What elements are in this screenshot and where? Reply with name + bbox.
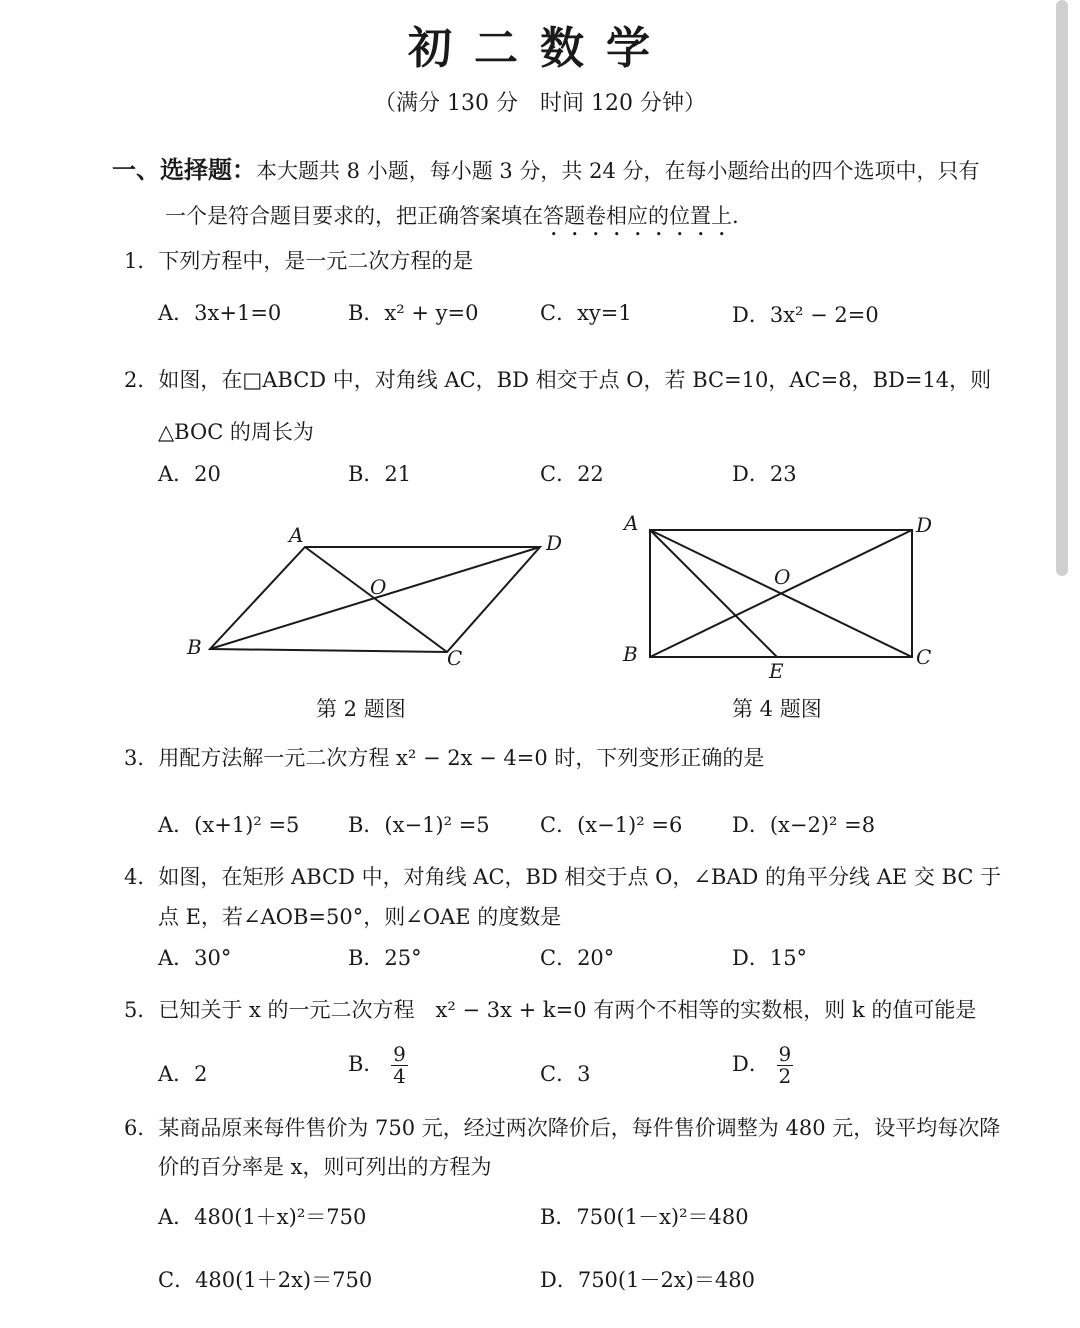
section-desc-part: 一个是符合题目要求的，把正确答案填在 xyxy=(165,204,543,228)
q1-option-a: A．3x+1=0 xyxy=(158,301,282,325)
q4-option-d: D．15° xyxy=(732,946,808,970)
q6-option-a: A．480(1＋x)²＝750 xyxy=(158,1205,367,1229)
fig2-label-b: B xyxy=(187,635,202,659)
figure-4-caption: 第 4 题图 xyxy=(732,697,822,721)
question-2-stem-cont: △BOC 的周长为 xyxy=(158,420,314,444)
fraction-denominator: 2 xyxy=(778,1064,792,1088)
question-1-stem: 1．下列方程中，是一元二次方程的是 xyxy=(124,249,474,273)
q1-option-b: B．x² + y=0 xyxy=(348,301,479,325)
q2-option-d: D．23 xyxy=(732,462,797,486)
fig4-label-c: C xyxy=(916,645,932,669)
fig4-label-e: E xyxy=(769,659,784,683)
q5-option-d-label: D． xyxy=(732,1052,770,1076)
q5-option-a: A．2 xyxy=(158,1062,208,1086)
bisector-ae xyxy=(650,530,777,657)
q5-option-c: C．3 xyxy=(540,1062,591,1086)
q5-option-b-label: B． xyxy=(348,1052,385,1076)
figure-2-caption: 第 2 题图 xyxy=(316,697,406,721)
question-2-stem: 2．如图，在□ABCD 中，对角线 AC，BD 相交于点 O，若 BC=10，AC=8，BD=14，则 xyxy=(124,368,992,392)
fig4-label-a: A xyxy=(624,511,639,535)
question-4-stem: 4．如图，在矩形 ABCD 中，对角线 AC，BD 相交于点 O，∠BAD 的角平分线 AE 交 BC 于 xyxy=(124,865,1002,889)
q2-option-c: C．22 xyxy=(540,462,604,486)
question-6-stem: 6．某商品原来每件售价为 750 元，经过两次降价后，每件售价调整为 480 元，设平均每次降 xyxy=(124,1116,1001,1140)
fraction-denominator: 4 xyxy=(393,1064,406,1088)
question-6-stem-cont: 价的百分率是 x，则可列出的方程为 xyxy=(158,1155,492,1179)
fraction-numerator: 9 xyxy=(393,1042,406,1066)
fig4-label-b: B xyxy=(623,642,638,666)
section-description: 本大题共 8 小题，每小题 3 分，共 24 分，在每小题给出的四个选项中，只有 xyxy=(256,159,980,183)
q3-option-d: D．(x−2)² =8 xyxy=(732,813,876,837)
q3-option-c: C．(x−1)² =6 xyxy=(540,813,683,837)
question-5-stem: 5．已知关于 x 的一元二次方程 x² − 3x + k=0 有两个不相等的实数根，则 k 的值可能是 xyxy=(124,998,977,1022)
q5-option-d-fraction xyxy=(777,1044,794,1087)
scrollbar-thumb[interactable] xyxy=(1056,0,1068,576)
q2-option-b: B．21 xyxy=(348,462,412,486)
q5-option-b-fraction xyxy=(391,1044,408,1087)
question-3-stem: 3．用配方法解一元二次方程 x² − 2x − 4=0 时，下列变形正确的是 xyxy=(124,746,765,770)
q6-option-d: D．750(1－2x)＝480 xyxy=(540,1268,755,1292)
q1-option-c: C．xy=1 xyxy=(540,301,632,325)
fig2-label-d: D xyxy=(546,531,563,555)
diagonal-ac xyxy=(305,547,447,652)
section-heading: 一、选择题： xyxy=(112,155,256,184)
fig2-label-a: A xyxy=(289,523,304,547)
fig2-label-o: O xyxy=(370,575,387,599)
q6-option-b: B．750(1－x)²＝480 xyxy=(540,1205,749,1229)
q4-option-c: C．20° xyxy=(540,946,615,970)
fig4-label-d: D xyxy=(916,513,933,537)
figure-4-rectangle xyxy=(650,530,912,657)
q5-option-d xyxy=(732,1044,793,1087)
page-title: 初二数学 xyxy=(408,23,672,74)
fraction-numerator: 9 xyxy=(778,1042,792,1066)
fig4-label-o: O xyxy=(774,565,791,589)
q3-option-b: B．(x−1)² =5 xyxy=(348,813,490,837)
q6-option-c: C．480(1＋2x)＝750 xyxy=(158,1268,373,1292)
q3-option-a: A．(x+1)² =5 xyxy=(158,813,300,837)
q2-option-a: A．20 xyxy=(158,462,221,486)
question-4-stem-cont: 点 E，若∠AOB=50°，则∠OAE 的度数是 xyxy=(158,905,562,929)
emphasized-text: 答题卷相应的位置上 xyxy=(543,204,732,228)
q5-option-b xyxy=(348,1044,408,1087)
figure-2-parallelogram xyxy=(210,547,540,652)
section-desc-end: . xyxy=(732,204,739,228)
fig2-label-c: C xyxy=(447,646,463,670)
exam-info: （满分 130 分 时间 120 分钟） xyxy=(374,91,706,116)
q1-option-d: D．3x² − 2=0 xyxy=(732,303,879,327)
q4-option-a: A．30° xyxy=(158,946,232,970)
q4-option-b: B．25° xyxy=(348,946,422,970)
